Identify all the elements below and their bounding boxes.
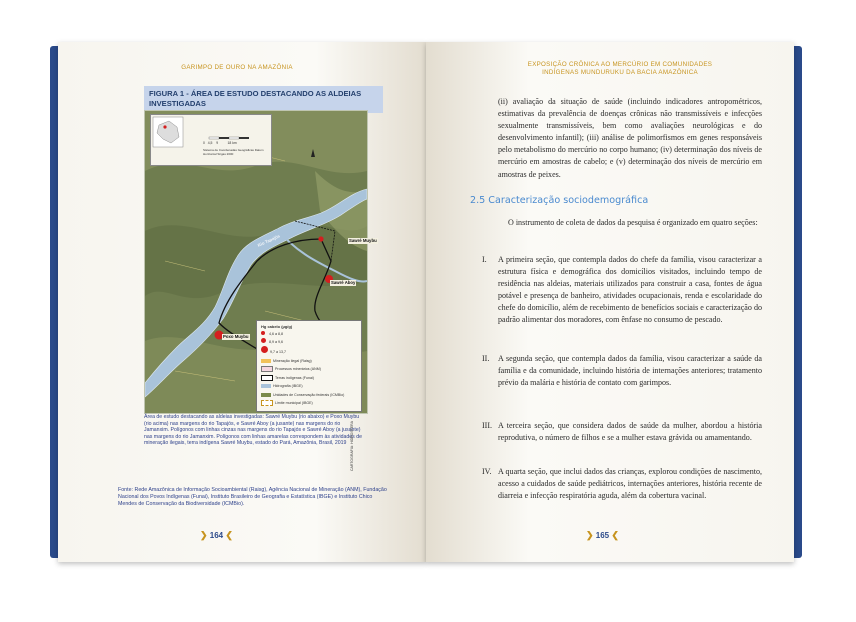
legend-swatch-territory [261, 375, 273, 381]
list-item-text: A quarta seção, que inclui dados das crianças, explorou condições de nascimento, acesso a cuidados de saúde pediátricos, internações anteriores, história recente de diarreia e infecção respiratória aguda, além da cobertura vacinal. [498, 467, 762, 501]
legend-dot-large [261, 346, 268, 353]
label-poxo-muybu: Poxo Muybu [223, 334, 249, 339]
chevron-left-icon: ❮ [225, 530, 233, 540]
legend-value-2: 8,9 a 9,6 [269, 340, 283, 344]
legend-swatch-hydro [261, 384, 271, 388]
legend-item-4: Hidrografia (IBGE) [273, 384, 303, 389]
list-item-text: A primeira seção, que contempla dados do chefe da família, visou caracterizar a estrutura física e demográfica dos domicílios visitados, incluindo tempo de residência nas aldeias, materiais utilizados para construir a casa, fontes de água potável e presença de banheiro, atividades ocupacionais, renda e escolaridade do chefe do domicílio, além de recebimento de benefícios sociais e caracterização do padrão alimentar dos moradores, com ênfase no consumo de pescado. [498, 255, 762, 325]
list-item-number: IV. [482, 467, 492, 476]
legend-value-1: 4,6 a 8,8 [269, 332, 283, 336]
right-running-head [446, 61, 794, 77]
figure-title: FIGURA 1 - ÁREA DE ESTUDO DESTACANDO AS ALDEIAS INVESTIGADAS [144, 86, 383, 113]
legend-title: Hg cabelo (µg/g) [261, 324, 293, 329]
chevron-left-icon: ❮ [611, 530, 619, 540]
left-page-number-text: 164 [209, 531, 224, 540]
side-credit [350, 410, 371, 490]
left-page [58, 42, 426, 562]
intro-paragraph: O instrumento de coleta de dados da pesquisa é organizado em quatro seções: [508, 218, 758, 227]
legend-swatch-mining [261, 359, 271, 363]
list-item-number: III. [482, 421, 493, 430]
chevron-right-icon: ❯ [586, 530, 594, 540]
map-inset-note: Sistema de Coordenadas Geográficas Datum Horizontal Sirgas 2000 [203, 148, 264, 156]
open-book [50, 42, 802, 562]
marker-sawre-muybu [318, 236, 323, 241]
figure-source: Fonte: Rede Amazônica de Informação Socioambiental (Raisg), Agência Nacional de Mineração (ANM), Fundação Nacional dos Povos Indígenas (Funai), Instituto Brasileiro de Geografia e Estatística (IBGE) e Instituto Chico Mendes de Conservação da Biodiversidade (ICMBio). [118, 487, 387, 507]
left-running-head: GARIMPO DE OURO NA AMAZÔNIA [181, 64, 293, 71]
side-credit-text: CARTOGRAFIA: HIDROSFERA [350, 420, 355, 472]
list-item-number: I. [482, 255, 487, 264]
legend-item-2: Processos minerários (ANM) [275, 367, 321, 372]
list-item-number: II. [482, 354, 490, 363]
right-page [426, 42, 794, 562]
list-item-text: A segunda seção, que contempla dados da família, visou caracterizar a saúde da família e da comunidade, incluindo história de internações anteriores; tratamento prévio da malária e história de contato com garimpos. [498, 354, 762, 388]
legend-dot-small [261, 331, 265, 335]
map-scale: 0 4,5 9 18 km [203, 141, 237, 145]
section-heading: 2.5 Caracterização sociodemográfica [470, 195, 649, 206]
list-item-text: A terceira seção, que considera dados de saúde da mulher, abordou a história reprodutiva, o número de filhos e se a mulher estava grávida ou amamentando. [498, 421, 762, 443]
right-page-number-text: 165 [595, 531, 610, 540]
legend-swatch-conservation [261, 393, 271, 397]
right-running-head-line2: INDÍGENAS MUNDURUKU DA BACIA AMAZÔNICA [542, 69, 698, 76]
chevron-right-icon: ❯ [200, 530, 208, 540]
label-sawre-muybu: Sawré Muybu [349, 238, 377, 243]
legend-swatch-limit [261, 400, 273, 406]
map-legend [256, 320, 362, 412]
right-page-number [586, 530, 619, 541]
label-sawre-aboy: Sawré Aboy [331, 280, 356, 285]
legend-value-3: 9,7 a 13,7 [270, 350, 286, 354]
legend-swatch-processes [261, 366, 273, 372]
figure-caption: Área de estudo destacando as aldeias investigadas: Sawré Muybu (rio abaixo) e Poxo Muybu (rio acima) nas margens do rio Tapajós, e Sawré Aboy (a jusante) nas margens do rio Jamanxim. Polígonos com linhas cinzas nas margens do rio Tapajós e Sawré Aboy (a jusante) nas margens do rio Jamanxim. Polígonos com linhas amarelas correspondem às atividades de mineração ilegais, terra indígena Sawré Muybu, estado do Pará, Amazônia, Brasil, 2019 [144, 414, 362, 447]
left-page-number [200, 530, 233, 541]
legend-dot-medium [261, 338, 266, 343]
legend-item-5: Unidades de Conservação federais (ICMBio) [273, 392, 345, 397]
river-label: Rio Tapajós [256, 233, 281, 248]
legend-item-1: Mineração ilegal (Raisg) [273, 359, 312, 363]
legend-item-3: Terras indígenas (Funai) [275, 375, 314, 380]
map-inset [150, 114, 272, 166]
legend-item-6: Limite municipal (IBGE) [275, 401, 313, 406]
right-running-head-line1: EXPOSIÇÃO CRÔNICA AO MERCÚRIO EM COMUNIDADES [527, 61, 713, 68]
inset-graphic [151, 115, 271, 165]
paragraph-health-assessment: (ii) avaliação da situação de saúde (incluindo indicadores antropométricos, estimativas da prevalência de doenças crônicas não transmissíveis e infecções sexualmente transmissíveis, bem como avaliações neurológicas e do desenvolvimento infantil); (iii) análise de polimorfismos em genes responsáveis pelo metabolismo do mercúrio no corpo humano; (iv) determinação dos níveis de mercúrio em amostras de cabelo; e (v) determinação dos níveis de mercúrio em amostras de peixes. [498, 97, 762, 179]
